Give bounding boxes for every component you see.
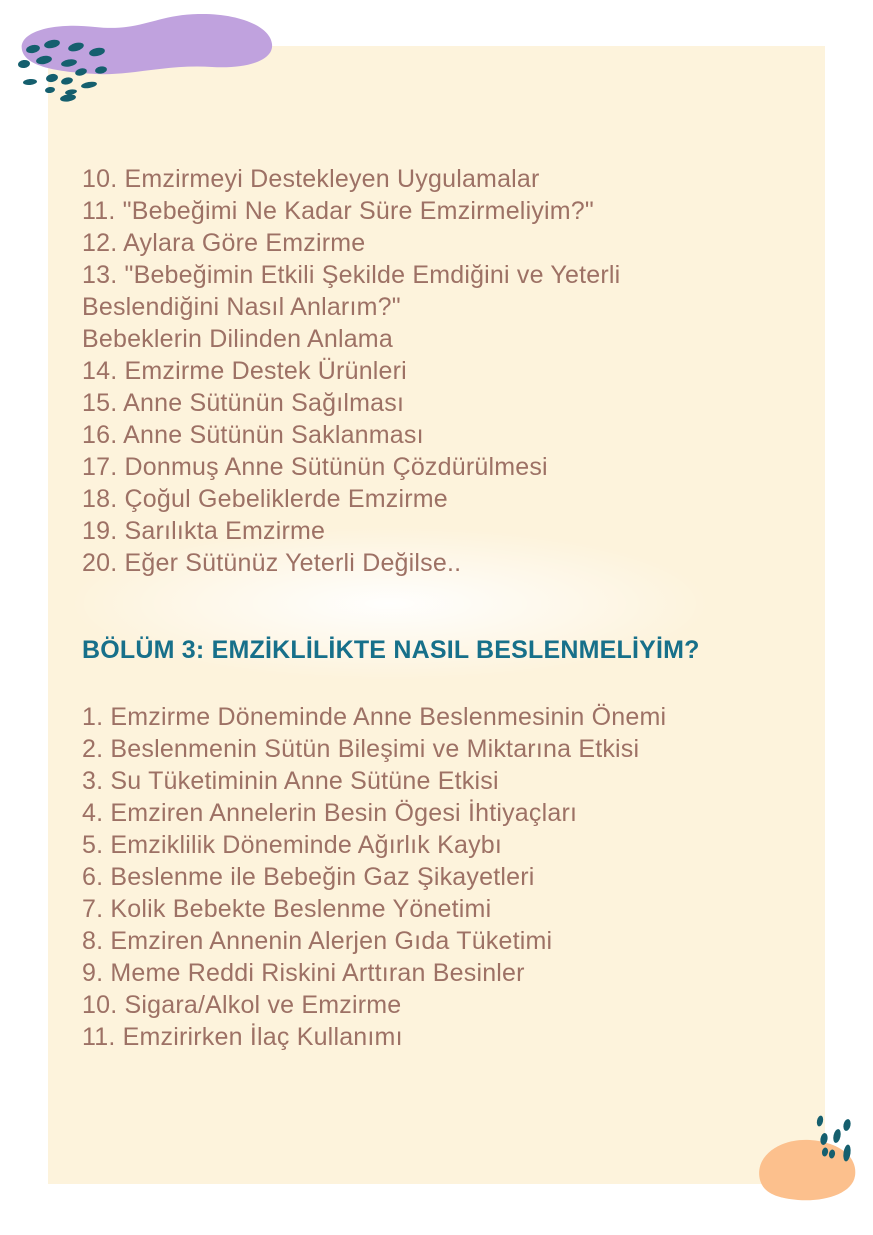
toc-item: 15. Anne Sütünün Sağılması	[82, 389, 405, 417]
toc-item: 12. Aylara Göre Emzirme	[82, 229, 366, 257]
toc-list-chapter2	[82, 163, 802, 579]
toc-item: 4. Emziren Annelerin Besin Ögesi İhtiyaçları	[82, 799, 578, 827]
toc-item: 1. Emzirme Döneminde Anne Beslenmesinin Önemi	[82, 703, 667, 731]
chapter3-heading: BÖLÜM 3: EMZİKLİLİKTE NASIL BESLENMELİYİM?	[82, 636, 700, 664]
toc-item: 2. Beslenmenin Sütün Bileşimi ve Miktarına Etkisi	[82, 735, 640, 763]
toc-item: 16. Anne Sütünün Saklanması	[82, 421, 424, 449]
toc-item: 11. "Bebeğimi Ne Kadar Süre Emzirmeliyim?"	[82, 197, 594, 225]
toc-item: 19. Sarılıkta Emzirme	[82, 517, 326, 545]
toc-item: 9. Meme Reddi Riskini Arttıran Besinler	[82, 959, 525, 987]
toc-item: 10. Sigara/Alkol ve Emzirme	[82, 991, 402, 1019]
toc-item: 5. Emziklilik Döneminde Ağırlık Kaybı	[82, 831, 503, 859]
toc-item: 13. "Bebeğimin Etkili Şekilde Emdiğini ve Yeterli	[82, 261, 621, 289]
toc-item: 20. Eğer Sütünüz Yeterli Değilse..	[82, 549, 462, 577]
toc-item: 17. Donmuş Anne Sütünün Çözdürülmesi	[82, 453, 548, 481]
toc-item: 7. Kolik Bebekte Beslenme Yönetimi	[82, 895, 492, 923]
toc-item: 10. Emzirmeyi Destekleyen Uygulamalar	[82, 165, 540, 193]
toc-list-chapter3	[82, 701, 802, 1053]
toc-item: 3. Su Tüketiminin Anne Sütüne Etkisi	[82, 767, 499, 795]
toc-item: Bebeklerin Dilinden Anlama	[82, 325, 393, 353]
toc-item-continuation: Beslendiğini Nasıl Anlarım?"	[82, 293, 401, 321]
toc-item: 18. Çoğul Gebeliklerde Emzirme	[82, 485, 448, 513]
toc-item: 8. Emziren Annenin Alerjen Gıda Tüketimi	[82, 927, 553, 955]
toc-item: 14. Emzirme Destek Ürünleri	[82, 357, 407, 385]
toc-item: 6. Beslenme ile Bebeğin Gaz Şikayetleri	[82, 863, 535, 891]
toc-item: 11. Emzirirken İlaç Kullanımı	[82, 1023, 403, 1051]
